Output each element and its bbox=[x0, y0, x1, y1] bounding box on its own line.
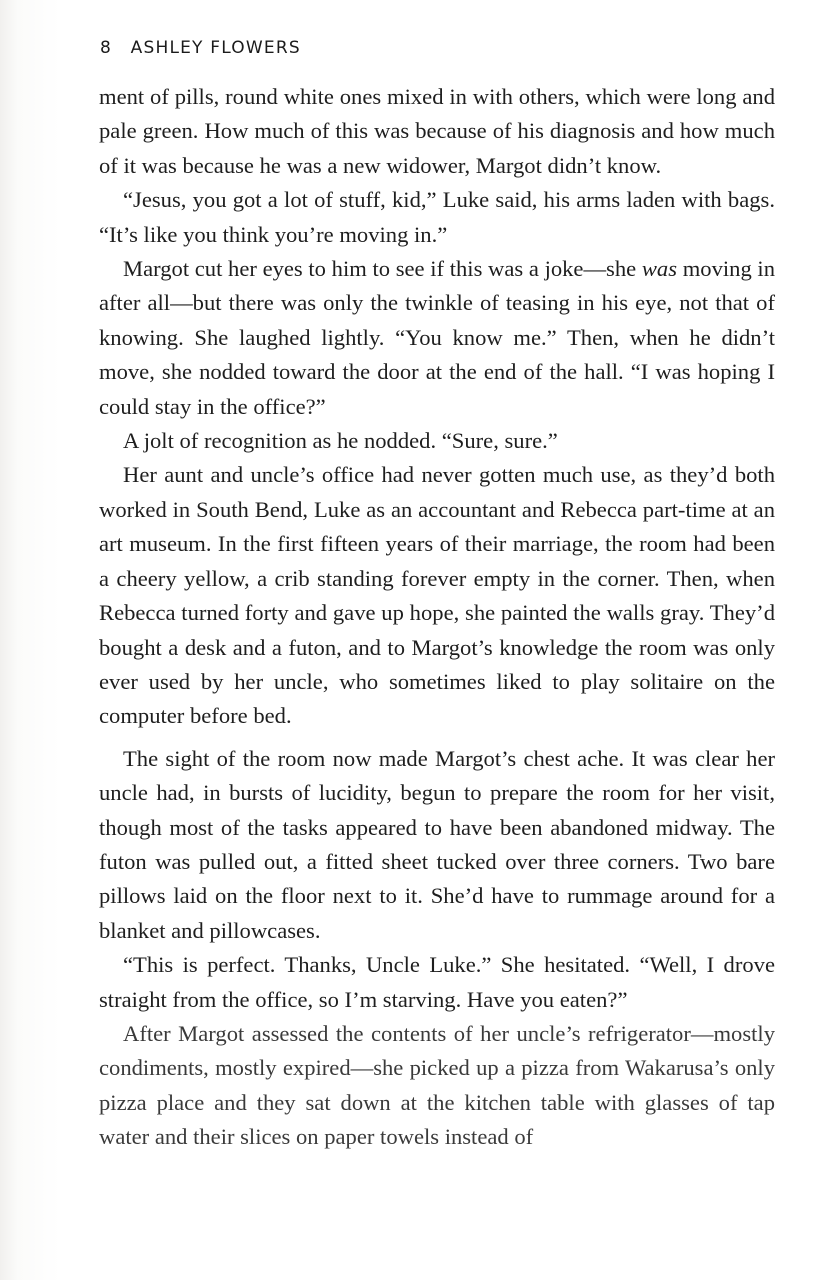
paragraph-4: A jolt of recognition as he nodded. “Sure, sure.” bbox=[123, 428, 558, 454]
paragraph-3 bbox=[99, 252, 775, 424]
running-head bbox=[100, 38, 301, 58]
paragraph-6: The sight of the room now made Margot’s chest ache. It was clear her uncle had, in bursts of lucidity, begun to prepare the room for her visit, though most of the tasks appeared to have been abandoned midway. The futon was pulled out, a fitted sheet tucked over three corners. Two bare pillows laid on the floor next to it. She’d have to rummage around for a blanket and pillowcases. bbox=[99, 745, 775, 943]
body-text bbox=[99, 80, 775, 1155]
page-number: 8 bbox=[100, 38, 113, 58]
paragraph-8: After Margot assessed the contents of her uncle’s refrigerator—mostly condiments, mostly expired—she picked up a pizza from Wakarusa’s only pizza place and they sat down at the kitchen table with glasses of tap water and their slices on paper towels instead of bbox=[99, 1020, 775, 1150]
paragraph-3-text-b: moving in after all—but there was only the twinkle of teasing in his eye, not that of knowing. She laughed lightly. “You know me.” Then, when he didn’t move, she nodded toward the door at the end of the hall. “I was hoping I could stay in the office?” bbox=[99, 256, 775, 419]
paragraph-3-text-a: Margot cut her eyes to him to see if this was a joke—she bbox=[123, 256, 642, 282]
paragraph-5: Her aunt and uncle’s office had never gotten much use, as they’d both worked in South Bend, Luke as an accountant and Rebecca part-time at an art museum. In the first fifteen years of their marriage, the room had been a cheery yellow, a crib standing forever empty in the corner. Then, when Rebecca turned forty and gave up hope, she painted the walls gray. They’d bought a desk and a futon, and to Margot’s knowledge the room was only ever used by her uncle, who sometimes liked to play solitaire on the computer before bed. bbox=[99, 462, 775, 729]
author-name: ASHLEY FLOWERS bbox=[130, 38, 301, 58]
paragraph-1: ment of pills, round white ones mixed in with others, which were long and pale green. How much of this was because of his diagnosis and how much of it was because he was a new widower, Margot didn’t know. bbox=[99, 84, 775, 178]
paragraph-3-italic: was bbox=[641, 256, 678, 282]
paragraph-2: “Jesus, you got a lot of stuff, kid,” Luke said, his arms laden with bags. “It’s like you think you’re moving in.” bbox=[99, 187, 775, 247]
paragraph-7: “This is perfect. Thanks, Uncle Luke.” She hesitated. “Well, I drove straight from the office, so I’m starving. Have you eaten?” bbox=[99, 952, 775, 1012]
